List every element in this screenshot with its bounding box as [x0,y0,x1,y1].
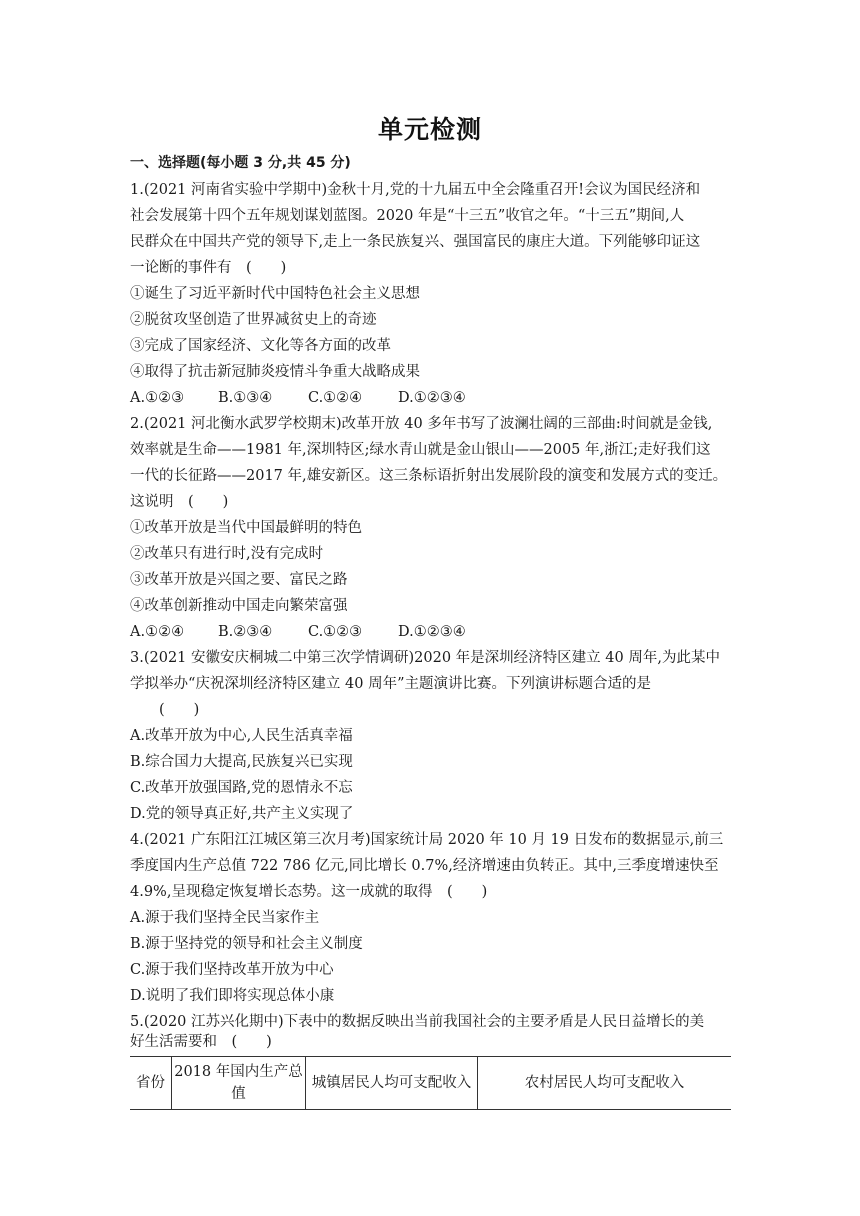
section-heading: 一、选择题(每小题 3 分,共 45 分) [130,155,351,171]
q4-stem-line-1: 4.(2021 广东阳江江城区第三次月考)国家统计局 2020 年 10 月 19 日发布的数据显示,前三 [130,832,724,848]
q2-item-4: ④改革创新推动中国走向繁荣富强 [130,598,348,614]
q4-stem-line-3: 4.9%,呈现稳定恢复增长态势。这一成就的取得 ( ) [130,884,488,900]
q3-option-a[interactable]: A.改革开放为中心,人民生活真幸福 [130,728,353,744]
q1-item-3: ③完成了国家经济、文化等各方面的改革 [130,338,391,354]
q1-option-c[interactable]: C.①②④ [308,390,363,406]
q2-item-1: ①改革开放是当代中国最鲜明的特色 [130,520,362,536]
q1-stem-line-2: 社会发展第十四个五年规划谋划蓝图。2020 年是“十三五”收官之年。“十三五”期间,人 [130,208,685,224]
table-header-rural-income: 农村居民人均可支配收入 [524,1075,685,1091]
q1-option-d[interactable]: D.①②③④ [398,390,466,406]
q4-option-c[interactable]: C.源于我们坚持改革开放为中心 [130,962,334,978]
q2-stem-line-1: 2.(2021 河北衡水武罗学校期末)改革开放 40 多年书写了波澜壮阔的三部曲:时间就是金钱, [130,416,713,432]
q3-stem-line-1: 3.(2021 安徽安庆桐城二中第三次学情调研)2020 年是深圳经济特区建立 40 周年,为此某中 [130,650,720,666]
q3-option-c[interactable]: C.改革开放强国路,党的恩情永不忘 [130,780,353,796]
q2-item-3: ③改革开放是兴国之要、富民之路 [130,572,348,588]
q4-stem-line-2: 季度国内生产总值 722 786 亿元,同比增长 0.7%,经济增速由负转正。其中,三季度增速快至 [130,858,719,874]
q1-stem-line-4: 一论断的事件有 ( ) [130,260,287,276]
q1-stem-line-1: 1.(2021 河南省实验中学期中)金秋十月,党的十九届五中全会隆重召开!会议为国民经济和 [130,182,701,198]
q1-option-a[interactable]: A.①②③ [130,390,185,406]
q1-option-b[interactable]: B.①③④ [218,390,273,406]
q4-option-b[interactable]: B.源于坚持党的领导和社会主义制度 [130,936,363,952]
q4-option-a[interactable]: A.源于我们坚持全民当家作主 [130,910,320,926]
q2-option-c[interactable]: C.①②③ [308,624,363,640]
q5-stem-line-2: 好生活需要和 ( ) [130,1034,272,1050]
q2-options [130,622,466,642]
q5-stem-line-1: 5.(2020 江苏兴化期中)下表中的数据反映出当前我国社会的主要矛盾是人民日益增长的美 [130,1014,705,1030]
data-table [130,1056,731,1110]
q3-option-d[interactable]: D.党的领导真正好,共产主义实现了 [130,806,354,822]
table-header-gdp: 2018 年国内生产总值 [172,1057,306,1109]
q1-item-1: ①诞生了习近平新时代中国特色社会主义思想 [130,286,420,302]
q3-stem-line-2: 学拟举办“庆祝深圳经济特区建立 40 周年”主题演讲比赛。下列演讲标题合适的是 [130,676,651,692]
q1-item-2: ②脱贫攻坚创造了世界减贫史上的奇迹 [130,312,377,328]
q1-stem-line-3: 民群众在中国共产党的领导下,走上一条民族复兴、强国富民的康庄大道。下列能够印证这 [130,234,701,250]
q2-option-b[interactable]: B.②③④ [218,624,273,640]
q3-stem-line-3: ( ) [130,702,200,718]
q1-item-4: ④取得了抗击新冠肺炎疫情斗争重大战略成果 [130,364,420,380]
q4-option-d[interactable]: D.说明了我们即将实现总体小康 [130,988,335,1004]
page-title: 单元检测 [377,115,482,144]
table-header-urban-income: 城镇居民人均可支配收入 [306,1057,478,1109]
q2-stem-line-3: 一代的长征路——2017 年,雄安新区。这三条标语折射出发展阶段的演变和发展方式的变迁。 [130,468,728,484]
q3-option-b[interactable]: B.综合国力大提高,民族复兴已实现 [130,754,353,770]
q1-options [130,388,466,408]
table-header-province: 省份 [130,1057,172,1109]
q2-stem-line-2: 效率就是生命——1981 年,深圳特区;绿水青山就是金山银山——2005 年,浙江;走好我们这 [130,442,711,458]
q2-stem-line-4: 这说明 ( ) [130,494,229,510]
q2-item-2: ②改革只有进行时,没有完成时 [130,546,324,562]
q2-option-d[interactable]: D.①②③④ [398,624,466,640]
q2-option-a[interactable]: A.①②④ [130,624,185,640]
